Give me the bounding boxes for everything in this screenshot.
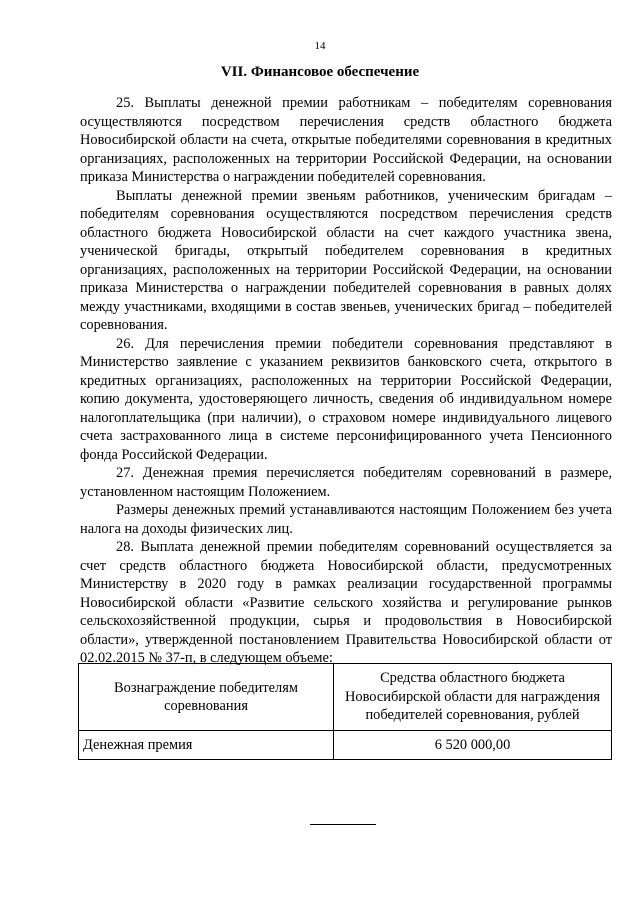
paragraph-28: 28. Выплата денежной премии победителям соревнований осуществляется за счет средств областного бюджета Новосибирской области, предусмотренных Министерству в 2020 году в рамках реализации государственной программы Новосибирской области «Развитие сельского хозяйства и регулирование рынков сельскохозяйственной продукции, сырья и продовольствия в Новосибирской области», утвержденной постановлением Правительства Новосибирской области от 02.02.2015 № 37-п, в следующем объеме: — [80, 539, 612, 666]
table-header-row — [79, 664, 612, 731]
paragraph-25: 25. Выплаты денежной премии работникам – победителям соревнования осуществляются посредством перечисления средств областного бюджета Новосибирской области на счета, открытые победителями соревнования в кредитных организациях, расположенных на территории Российской Федерации, на основании приказа Министерства о награждении победителей соревнования. — [80, 95, 612, 185]
section-title: VII. Финансовое обеспечение — [220, 64, 420, 80]
paragraph-27: 27. Денежная премия перечисляется победителям соревнований в размере, установленном настоящим Положением. — [80, 465, 612, 500]
table-row — [79, 731, 612, 760]
paragraph-26: 26. Для перечисления премии победители соревнования представляют в Министерство заявление с указанием реквизитов банковского счета, открытого в кредитных организациях, расположенных на территории Российской Федерации, копию документа, удостоверяющего личность, сведения об индивидуальном номере налогоплательщика (при наличии), о страховом номере индивидуального лицевого счета застрахованного лица в системе персонифицированного учета Пенсионного фонда Российской Федерации. — [80, 335, 612, 463]
paragraph-27-continued: Размеры денежных премий устанавливаются настоящим Положением без учета налога на доходы физических лиц. — [80, 502, 612, 537]
document-body — [80, 94, 612, 668]
page-number: 14 — [314, 40, 326, 52]
table-header-funds: Средства областного бюджета Новосибирской области для награждения победителей соревнования, рублей — [334, 664, 612, 731]
table-cell-award-type: Денежная премия — [79, 731, 334, 760]
paragraph-25-continued: Выплаты денежной премии звеньям работников, ученическим бригадам – победителям соревнования осуществляются посредством перечисления средств областного бюджета Новосибирской области на счет каждого участника звена, ученической бригады, открытый победителем соревнования в кредитных организациях, расположенных на территории Российской Федерации, на основании приказа Министерства о награждении победителей соревнования в равных долях между участниками, входящими в состав звеньев, ученических бригад – победителей соревнования. — [80, 187, 612, 333]
footer-divider — [310, 824, 376, 825]
table-cell-amount: 6 520 000,00 — [334, 731, 612, 760]
table-header-award: Вознаграждение победителям соревнования — [79, 664, 334, 731]
funding-table — [78, 663, 612, 760]
